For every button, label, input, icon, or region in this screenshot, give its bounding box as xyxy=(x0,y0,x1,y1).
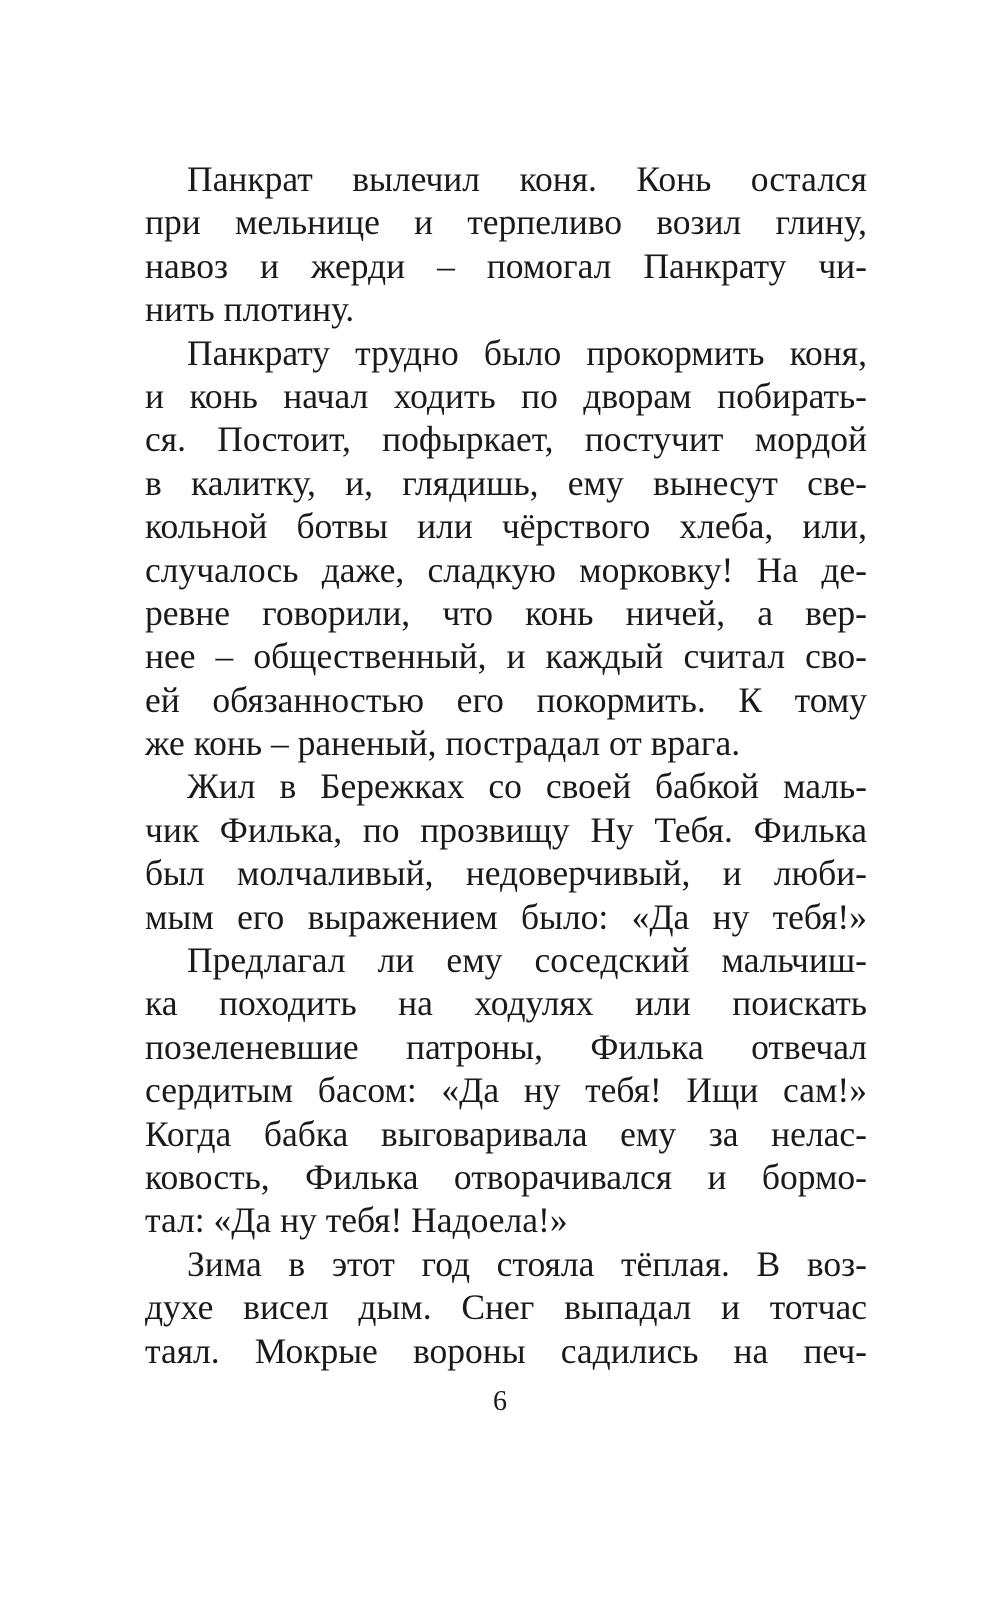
text-line: Панкрат вылечил коня. Конь остался xyxy=(187,159,867,199)
text-line: тал: «Да ну тебя! Надоела!» xyxy=(145,1200,568,1241)
text-line: ковость, Филька отворачивался и бормо- xyxy=(145,1156,867,1197)
text-line: случалось даже, сладкую морковку! На де- xyxy=(145,549,867,590)
text-line: ревне говорили, что конь ничей, а вер- xyxy=(145,592,867,633)
text-line: Жил в Бережках со своей бабкой маль- xyxy=(187,766,867,807)
text-line: ка походить на ходулях или поискать xyxy=(145,983,867,1024)
text-line: духе висел дым. Снег выпадал и тотчас xyxy=(145,1287,867,1328)
text-line: навоз и жерди – помогал Панкрату чи- xyxy=(145,245,867,286)
paragraph-4 xyxy=(145,939,867,1243)
text-line: мым его выражением было: «Да ну тебя!» xyxy=(145,896,867,937)
text-line: же конь – раненый, пострадал от врага. xyxy=(145,723,741,764)
text-line: Зима в этот год стояла тёплая. В воз- xyxy=(187,1243,867,1284)
text-line: позеленевшие патроны, Филька отвечал xyxy=(145,1026,867,1067)
text-line: нее – общественный, и каждый считал сво- xyxy=(145,636,867,677)
paragraph-2 xyxy=(145,332,867,766)
text-line: таял. Мокрые вороны садились на печ- xyxy=(145,1330,867,1371)
text-line: Предлагал ли ему соседский мальчиш- xyxy=(187,940,867,981)
text-line: в калитку, и, глядишь, ему вынесут све- xyxy=(145,462,867,503)
body-text xyxy=(145,158,867,1373)
text-line: чик Филька, по прозвищу Ну Тебя. Филька xyxy=(145,809,867,850)
text-line: и конь начал ходить по дворам побирать- xyxy=(145,375,867,416)
text-line: при мельнице и терпеливо возил глину, xyxy=(145,202,867,243)
text-line: ей обязанностью его покормить. К тому xyxy=(145,679,867,720)
text-line: сердитым басом: «Да ну тебя! Ищи сам!» xyxy=(145,1070,867,1111)
text-line: был молчаливый, недоверчивый, и люби- xyxy=(145,853,867,894)
text-line: ся. Постоит, пофыркает, постучит мордой xyxy=(145,419,867,460)
page-number: 6 xyxy=(493,1386,507,1417)
paragraph-3 xyxy=(145,765,867,939)
paragraph-5 xyxy=(145,1243,867,1373)
text-line: Когда бабка выговаривала ему за нелас- xyxy=(145,1113,867,1154)
paragraph-1 xyxy=(145,158,867,332)
text-line: нить плотину. xyxy=(145,289,355,330)
text-line: Панкрату трудно было прокормить коня, xyxy=(187,332,867,373)
text-line: кольной ботвы или чёрствого хлеба, или, xyxy=(145,506,867,547)
